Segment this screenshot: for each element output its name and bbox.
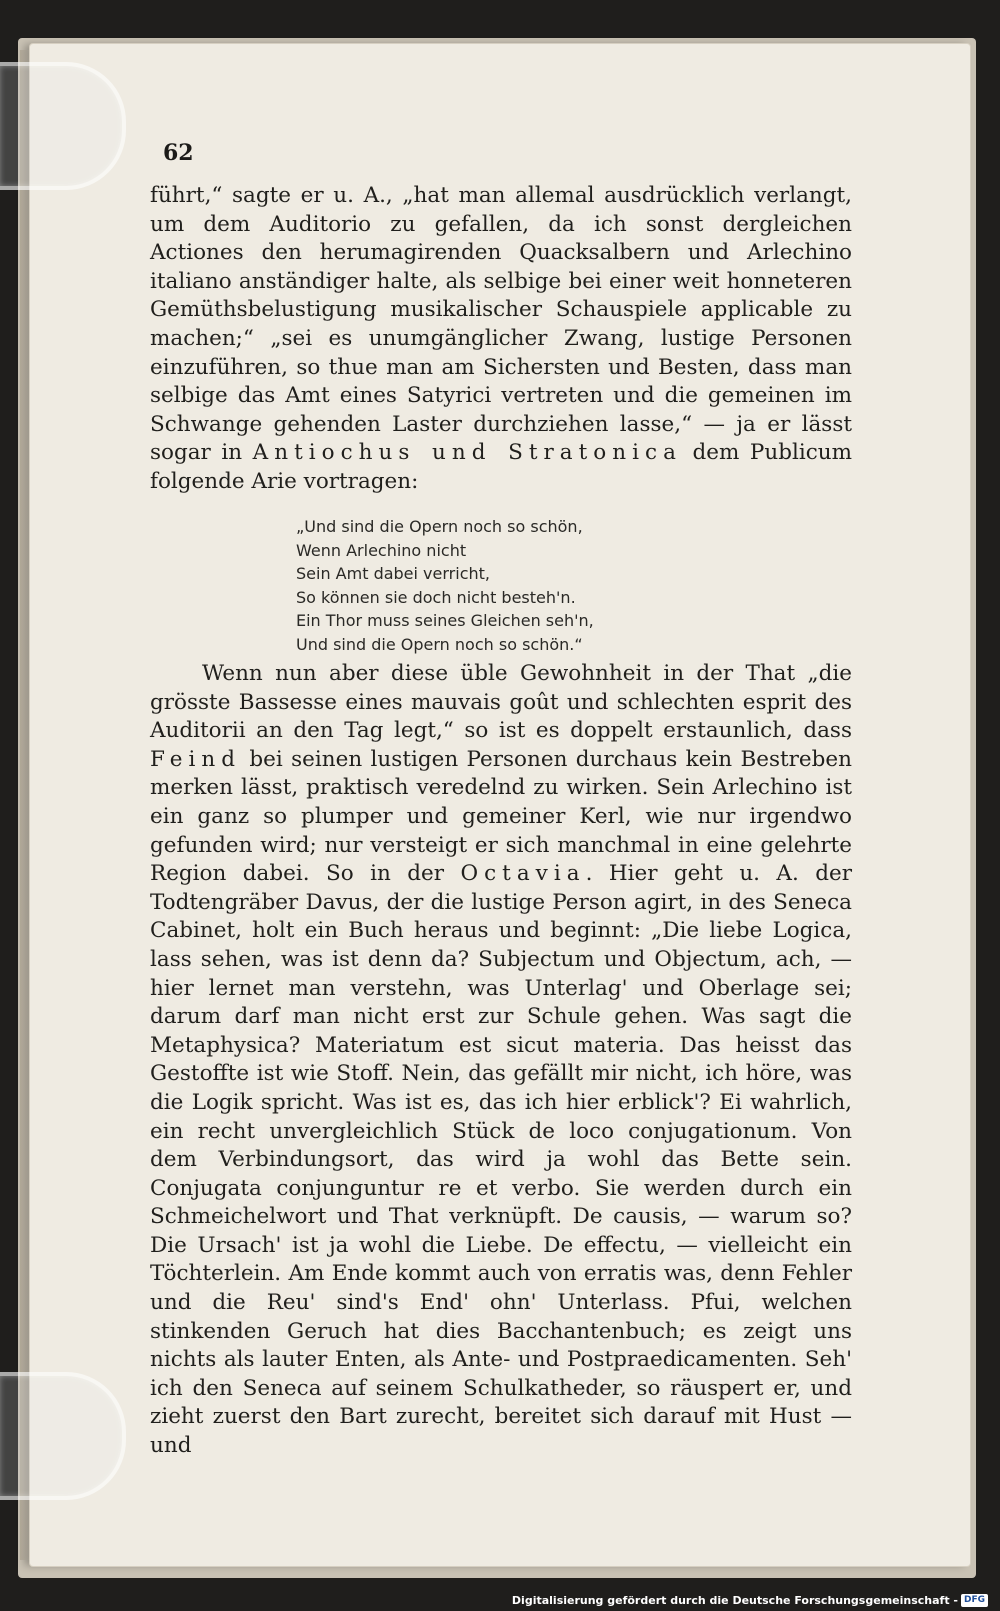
paragraph-2 bbox=[150, 660, 852, 1461]
footer-text: Digitalisierung gefördert durch die Deutsche Forschungsgemeinschaft - bbox=[511, 1594, 958, 1607]
paragraph-2-text-b: bei seinen lustigen Personen durchaus kein Bestreben merken lässt, praktisch veredelnd zu wirken. Sein Arlechino ist ein ganz so plumper und gemeiner Kerl, wie nur irgendwo gefunden wird; nur versteigt er sich manchmal in eine gelehrte Region dabei. So in der bbox=[150, 746, 852, 887]
verse-block bbox=[296, 515, 716, 656]
page-clip-bottom bbox=[0, 1372, 126, 1500]
digitization-footer bbox=[512, 1594, 988, 1607]
verse-line: Und sind die Opern noch so schön.“ bbox=[296, 634, 583, 654]
verse-line: Ein Thor muss seines Gleichen seh'n, bbox=[296, 611, 594, 630]
paragraph-1 bbox=[150, 182, 852, 497]
dfg-logo-icon: DFG bbox=[961, 1594, 988, 1607]
verse-line: So können sie doch nicht besteh'n. bbox=[296, 587, 576, 607]
verse-line: Wenn Arlechino nicht bbox=[296, 540, 467, 560]
paragraph-2-text-c: . Hier geht u. A. der Todtengräber Davus, der die lustige Person agirt, in des Seneca Cabinet, holt ein Buch heraus und beginnt: „Die liebe Logica, lass sehen, was ist denn da? Subjectum und Objectum, ach, — hier lernet man verstehn, was Unterlag' und Oberlage sei; darum darf man nicht erst zur Schule gehen. Was sagt die Metaphysica? Materiatum est sicut materia. Das heisst das Gestoffte ist wie Stoff. Nein, das gefällt mir nicht, ich höre, was die Logik spricht. Was ist es, das ich hier erblick'? Ei wahrlich, ein recht unvergleichlich Stück de loco conjugationum. Von dem Verbindungsort, das wird ja wohl das Bette sein. Conjugata conjunguntur re et verbo. Sie werden durch ein Schmeichelwort und That verknüpft. De causis, — warum so? Die Ursach' ist ja wohl die Liebe. De effectu, — vielleicht ein Töchterlein. Am Ende kommt auch von erratis was, denn Fehler und die Reu' sind's End' ohn' Unterlass. Pfui, welchen stinkenden Geruch hat dies Bacchantenbuch; es zeigt uns nichts als lauter Enten, als Ante- und Postpraedicamenten. Seh' ich den Seneca auf seinem Schulkatheder, so räuspert er, und zieht zuerst den Bart zurecht, bereitet sich darauf mit Hust — und bbox=[150, 861, 852, 1459]
paragraph-2-text-a: Wenn nun aber diese üble Gewohnheit in der That „die grösste Bassesse eines mauvais goût und schlechten esprit des Auditorii an den Tag legt,“ so ist es doppelt erstaunlich, dass bbox=[150, 661, 852, 744]
work-title-octavia: Octavia bbox=[460, 861, 586, 887]
page-number: 62 bbox=[163, 140, 194, 166]
author-name-feind: Feind bbox=[150, 746, 242, 772]
verse-line: „Und sind die Opern noch so schön, bbox=[296, 517, 583, 536]
work-title-antiochus: Antiochus und Stratonica bbox=[252, 440, 682, 466]
verse-line: Sein Amt dabei verricht, bbox=[296, 564, 490, 583]
page-clip-top bbox=[0, 62, 126, 190]
paragraph-1-text-a: führt,“ sagte er u. A., „hat man allemal ausdrücklich verlangt, um dem Auditorio zu gefallen, da ich sonst dergleichen Actiones den herumagirenden Quacksalbern und Arlechino italiano anständiger halte, als selbige bei einer weit honneteren Gemüthsbelustigung musikalischer Schauspiele applicable zu machen;“ „sei es unumgänglicher Zwang, lustige Personen einzuführen, so thue man am Sichersten und Besten, dass man selbige das Amt eines Satyrici vertreten und die gemeinen im Schwange gehenden Laster durchziehen lasse,“ — ja er lässt sogar in bbox=[150, 183, 852, 466]
paragraph-1-text-b: dem Publicum folgende Arie vortragen: bbox=[150, 440, 852, 494]
